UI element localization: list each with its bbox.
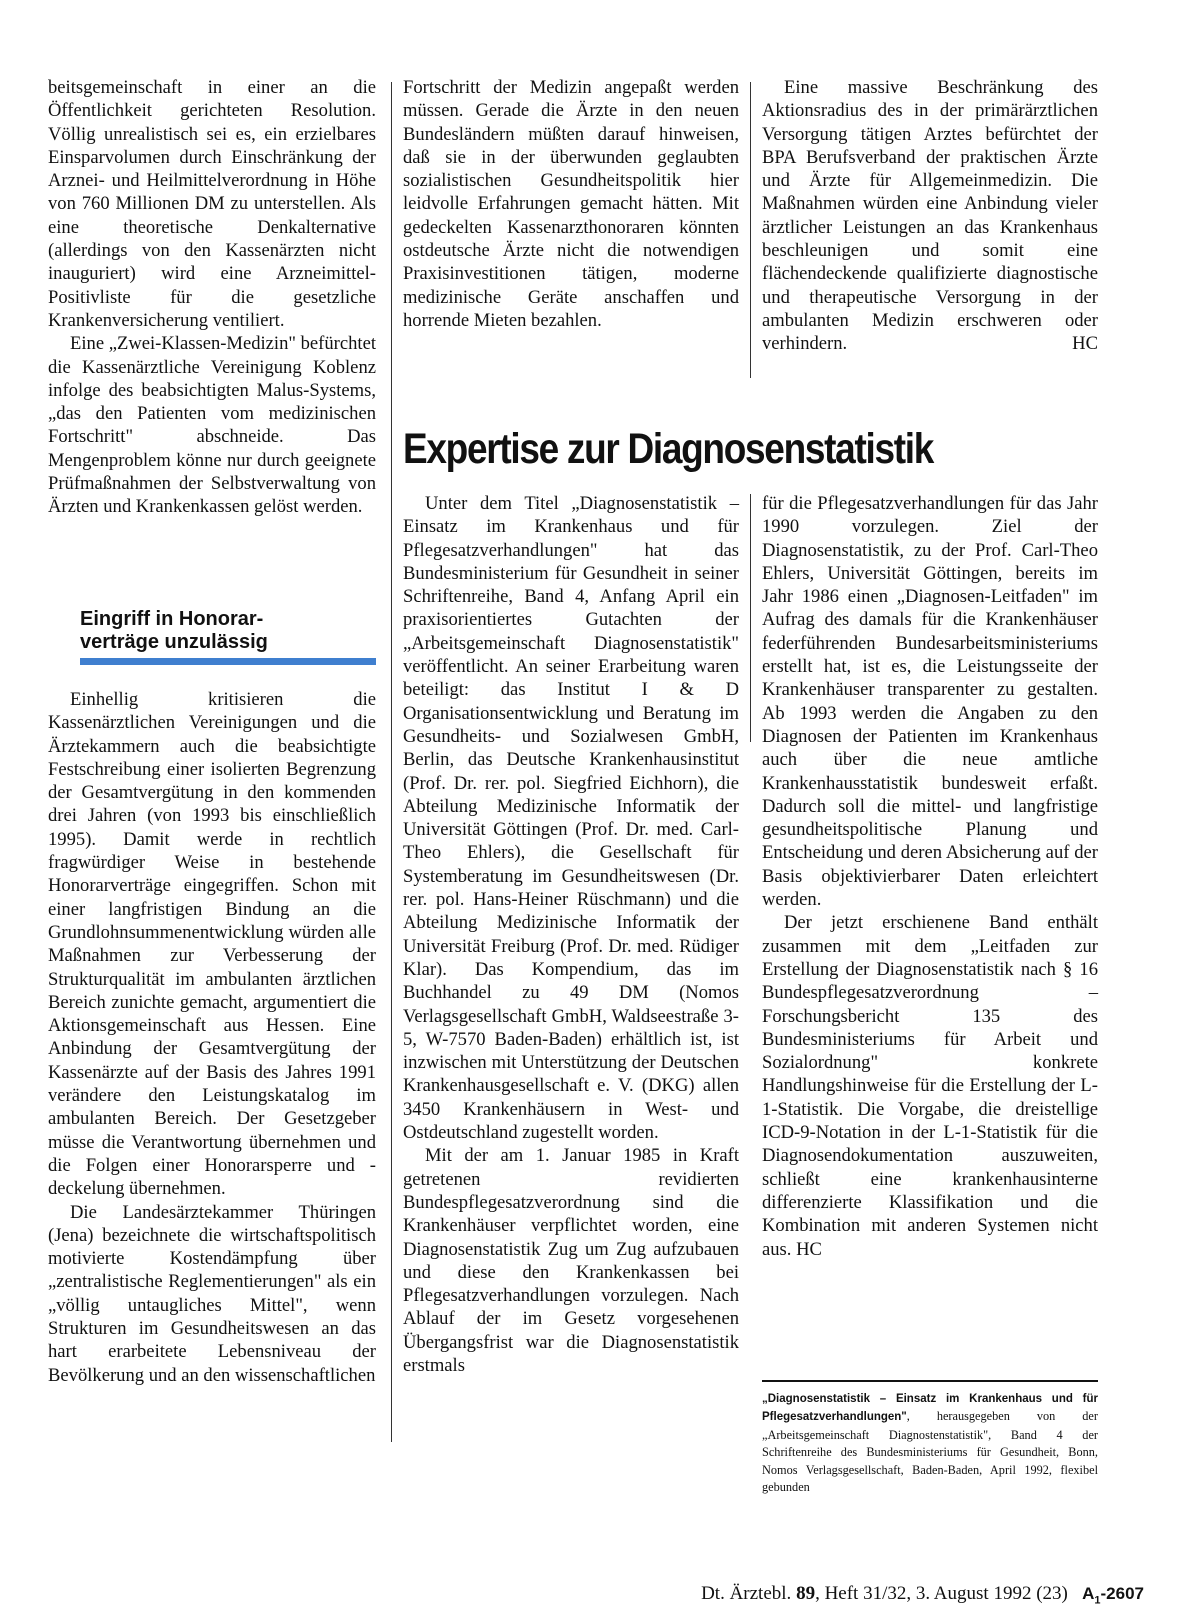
paragraph: Unter dem Titel „Diagnosenstatistik – Einsatz im Krankenhaus und für Pflegesatzverhandlungen" hat das Bundesministerium für Gesundheit in seiner Schriftenreihe, Band 4, Anfang April ein praxisorientiertes Gutachten der „Arbeitsgemeinschaft Diagnosenstatistik" veröffentlicht. An seiner Erarbeitung waren beteiligt: das Institut I & D Organisationsentwicklung und Beratung im Gesundheits- und Sozialwesen GmbH, Berlin, das Deutsche Krankenhausinstitut (Prof. Dr. rer. pol. Siegfried Eichhorn), die Abteilung Medizinische Informatik der Universität Göttingen (Prof. Dr. med. Carl-Theo Ehlers), die Gesellschaft für Systemberatung im Gesundheitswesen (Dr. rer. pol. Hans-Heiner Rüschmann) und die Abteilung Medizinische Informatik der Universität Freiburg (Prof. Dr. med. Rüdiger Klar). Das Kompendium, das im Buchhandel zu 49 DM (Nomos Verlagsgesellschaft GmbH, Waldseestraße 3-5, W-7570 Baden-Baden) erhältlich ist, ist inzwischen mit Unterstützung der Deutschen Krankenhausgesellschaft e. V. (DKG) allen 3450 Krankenhäusern in West- und Ostdeutschland zugestellt worden.: [403, 493, 739, 1144]
paragraph: Eine „Zwei-Klassen-Medizin" befürchtet die Kassenärztliche Vereinigung Koblenz infolge des beabsichtigten Malus-Systems, „das den Patienten vom medizinischen Fortschritt" abschneide. Das Mengenproblem könne nur durch geeignete Prüfmaßnahmen der Selbstverwaltung von Ärzten und Krankenkassen gelöst werden.: [48, 333, 376, 518]
subheading-accent-bar: [80, 658, 376, 665]
column-divider: [750, 82, 751, 378]
book-note-text: , herausgegeben von der „Arbeitsgemeinschaft Diagnostenstatistik", Band 4 der Schriftenreihe des Bundesministeriums für Gesundheit, Bonn, Nomos Verlagsgesellschaft, Baden-Baden, April 1992, flexibel gebunden: [762, 1409, 1098, 1495]
column-2-bottom: [403, 492, 739, 1377]
author-sign: HC: [1072, 333, 1098, 355]
paragraph: [762, 911, 1098, 1260]
paragraph: Mit der am 1. Januar 1985 in Kraft getretenen revidierten Bundespflegesatzverordnung sind die Krankenhäuser verpflichtet worden, eine Diagnosenstatistik Zug um Zug aufzubauen und diese den Krankenkassen bei Pflegesatzverhandlungen vorzulegen. Nach Ablauf der im Gesetz vorgesehenen Übergangsfrist war die Diagnosenstatistik erstmals: [403, 1145, 739, 1376]
issue-info: , Heft 31/32, 3. August 1992 (23): [815, 1583, 1068, 1604]
journal-name: Dt. Ärztebl.: [701, 1583, 792, 1604]
page-num: -2607: [1100, 1584, 1144, 1603]
paragraph: Die Landesärztekammer Thüringen (Jena) bezeichnete die wirtschaftspolitisch motivierte Kostendämpfung über „zentralistische Reglementierungen" als ein „völlig untaugliches Mittel", wenn Strukturen im Gesundheitswesen an das hart erarbeitete Lebensniveau der Bevölkerung und an den wissenschaftlichen: [48, 1201, 376, 1386]
page-subscript: 1: [1094, 1594, 1101, 1607]
column-divider: [750, 494, 751, 742]
column-1-top: [48, 76, 376, 519]
column-divider: [391, 82, 392, 1442]
paragraph: für die Pflegesatzverhandlungen für das Jahr 1990 vorzulegen. Ziel der Diagnosenstatistik, zu der Prof. Carl-Theo Ehlers, Universität Göttingen, bereits im Jahr 1986 einen „Diagnosen-Leitfaden" im Aufrag des damals für die Krankenhäuser federführenden Bundesarbeitsministeriums erstellt hat, ist es, die Leistungsseite der Krankenhäuser transparenter zu gestalten. Ab 1993 werden die Angaben zu den Diagnosen der Patienten im Krankenhaus auch über die neue amtliche Krankenhausstatistik bundesweit erfaßt. Dadurch soll die mittel- und langfristige gesundheitspolitische Planung und Entscheidung und deren Absicherung auf der Basis objektivierbarer Daten erleichtert werden.: [762, 493, 1098, 911]
book-note-title: „Diagnosenstatistik – Einsatz im Krankenhaus und für Pflegesatzverhandlungen": [762, 1393, 1098, 1424]
paragraph-text: Der jetzt erschienene Band enthält zusammen mit dem „Leitfaden zur Erstellung der Diagnosenstatistik nach § 16 Bundespflegesatzverordnung – Forschungsbericht 135 des Bundesministeriums für Arbeit und Sozialordnung" konkrete Handlungshinweise für die Erstellung der L-1-Statistik. Die Vorgabe, die dreistellige ICD-9-Notation in der L-1-Statistik für die Diagnosendokumentation auszuweiten, schließt eine krankenhausinterne differenzierte Klassifikation und die Kombination mit anderen Systemen nicht aus.: [762, 912, 1098, 1260]
paragraph: Fortschritt der Medizin angepaßt werden müssen. Gerade die Ärzte in den neuen Bundesländern müßten darauf hinweisen, daß sie in der überwunden geglaubten sozialistischen Gesundheitspolitik hier leidvolle Erfahrungen gemacht hätten. Mit gedeckelten Kassenarzthonoraren könnten ostdeutsche Ärzte nicht die notwendigen Praxisinvestitionen tätigen, moderne medizinische Geräte anschaffen und horrende Mieten bezahlen.: [403, 77, 739, 331]
book-note: [762, 1390, 1098, 1496]
paragraph-text: Eine massive Beschränkung des Aktionsradius des in der primärärztlichen Versorgung tätigen Arztes befürchtet der BPA Berufsverband der praktischen Ärzte und Ärzte für Allgemeinmedizin. Die Maßnahmen würden eine Anbindung vieler ärztlicher Leistungen an das Krankenhaus beschleunigen und somit eine flächendeckende qualifizierte diagnostische und therapeutische Versorgung in der ambulanten Medizin erschweren oder verhindern.: [762, 77, 1098, 355]
column-1-bottom: [48, 688, 376, 1387]
article-headline: Expertise zur Diagnosenstatistik: [403, 425, 934, 473]
subheading: [80, 608, 370, 654]
page-footer: [701, 1582, 1144, 1612]
paragraph: beitsgemeinschaft in einer an die Öffentlichkeit gerichteten Resolution. Völlig unrealistisch sei es, ein erzielbares Einsparvolumen durch Einschränkung der Arznei- und Heilmittelverordnung in Höhe von 760 Millionen DM zu unterstellen. Als eine theoretische Denkalternative (allerdings von den Kassenärzten nicht inauguriert) wird eine Arzneimittel-Positivliste für die gesetzliche Krankenversicherung ventiliert.: [48, 77, 376, 331]
page-prefix: A: [1082, 1584, 1095, 1603]
column-2-top: [403, 76, 739, 332]
column-3-bottom: [762, 492, 1098, 1261]
paragraph: [762, 76, 1098, 356]
paragraph: Einhellig kritisieren die Kassenärztlichen Vereinigungen und die Ärztekammern auch die beabsichtigte Festschreibung einer isolierten Begrenzung der Gesamtvergütung in den kommenden drei Jahren (von 1993 bis einschließlich 1995). Damit werde in rechtlich fragwürdiger Weise in bestehende Honorarverträge eingegriffen. Schon mit einer langfristigen Bindung an die Grundlohnsummenentwicklung würden alle Maßnahmen zur Verbesserung der Strukturqualität im ambulanten ärztlichen Bereich zunichte gemacht, argumentiert die Aktionsgemeinschaft aus Hessen. Eine Anbindung der Gesamtvergütung der Kassenärzte auf der Basis des Jahres 1991 verändere den Leistungskatalog im ambulanten Bereich. Der Gesetzgeber müsse die Verantwortung übernehmen und die Folgen einer Honorarsperre und -deckelung übernehmen.: [48, 689, 376, 1200]
volume-number: 89: [796, 1583, 816, 1604]
box-top-rule: [762, 1380, 1098, 1382]
subheading-line-1: Eingriff in Honorar-: [80, 608, 264, 630]
author-sign: HC: [796, 1238, 822, 1260]
subheading-line-2: verträge unzulässig: [80, 631, 268, 653]
column-3-top: [762, 76, 1098, 356]
page-number: [1082, 1584, 1144, 1607]
